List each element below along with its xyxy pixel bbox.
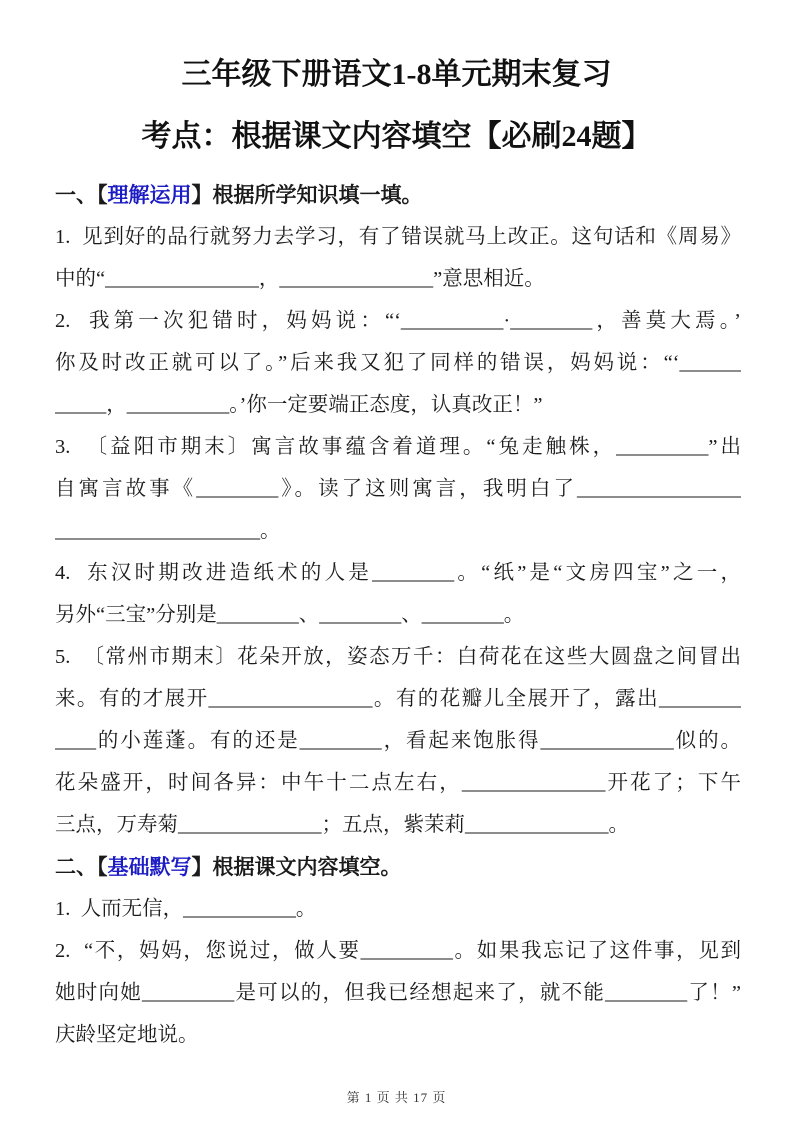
section-2-suffix: 】根据课文内容填空。 [191, 855, 402, 879]
text-line: 庆龄坚定地说。 [55, 1024, 199, 1046]
section-2-prefix: 二、【 [55, 855, 108, 879]
section-1-suffix: 】根据所学知识填一填。 [191, 183, 423, 207]
text-line: 花朵盛开，时间各异：中午十二点左右，______________开花了；下午 [55, 772, 741, 794]
section-1-prefix: 一、【 [55, 183, 108, 207]
text-line: 4. 东汉时期改进造纸术的人是________。“纸”是“文房四宝”之一， [55, 562, 741, 584]
document-title [0, 0, 793, 168]
text-line: 2. “不，妈妈，您说过，做人要_________。如果我忘记了这件事，见到 [55, 940, 741, 962]
text-line: ____________________。 [55, 520, 281, 542]
text-line: 5. 〔常州市期末〕花朵开放，姿态万千：白荷花在这些大圆盘之间冒出 [55, 646, 741, 668]
title-line-2: 考点：根据课文内容填空【必刷24题】 [141, 120, 652, 153]
page-number: 第 1 页 共 17 页 [346, 1090, 447, 1105]
text-line: _____，__________。’你一定要端正态度，认真改正！” [55, 394, 543, 416]
text-line: ____的小莲蓬。有的还是________，看起来饱胀得_____________似的。 [55, 730, 741, 752]
section-1-header [55, 174, 741, 216]
text-line: 三点，万寿菊______________；五点，紫茉莉______________。 [55, 814, 629, 836]
section-1-tag: 理解运用 [107, 183, 192, 207]
text-line: 她时向她_________是可以的，但我已经想起来了，就不能________了！” [55, 982, 741, 1004]
text-line: 自寓言故事《________》。读了这则寓言，我明白了________________ [55, 478, 741, 500]
text-line: 你及时改正就可以了。”后来我又犯了同样的错误，妈妈说：“‘______ [55, 352, 741, 374]
title-line-1: 三年级下册语文1-8单元期末复习 [181, 58, 612, 91]
section-2-header [55, 846, 741, 888]
text-line: 1. 见到好的品行就努力去学习，有了错误就马上改正。这句话和《周易》 [55, 226, 741, 248]
text-line: 1. 人而无信，___________。 [55, 898, 317, 920]
section-2-tag: 基础默写 [107, 855, 192, 879]
text-line: 中的“_______________，_______________”意思相近。 [55, 268, 545, 290]
text-line: 来。有的才展开________________。有的花瓣儿全展开了，露出________ [55, 688, 741, 710]
text-line: 2. 我第一次犯错时，妈妈说：“‘__________·________，善莫大焉。’ [55, 310, 741, 332]
worksheet-body [0, 168, 793, 1056]
text-line: 3. 〔益阳市期末〕寓言故事蕴含着道理。“兔走触株，_________”出 [55, 436, 741, 458]
text-line: 另外“三宝”分别是________、________、________。 [55, 604, 525, 626]
